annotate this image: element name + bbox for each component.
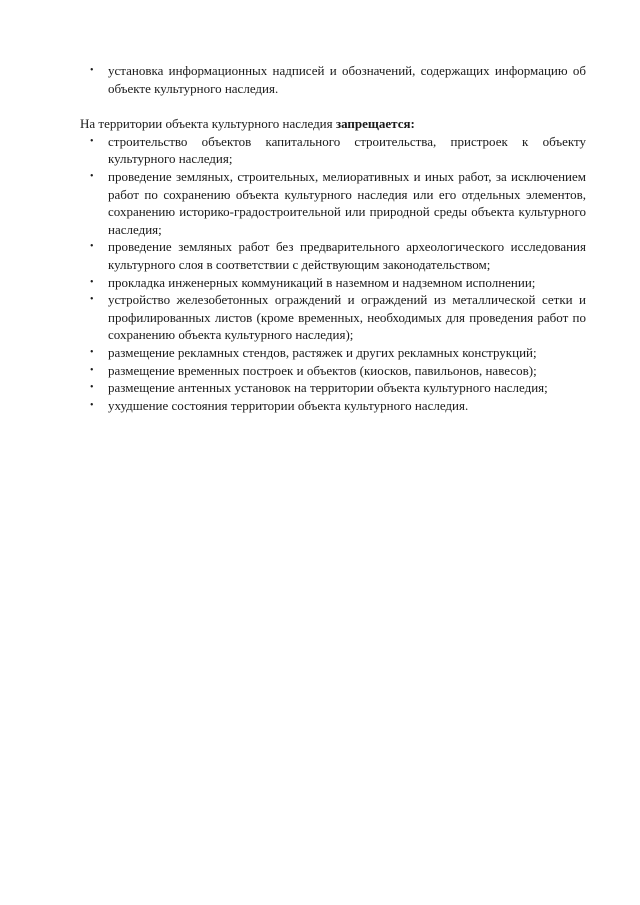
list-item-text: размещение антенных установок на территории объекта культурного наследия; bbox=[108, 380, 548, 396]
intro-bold-text: запрещается: bbox=[335, 116, 415, 132]
list-item bbox=[80, 379, 586, 397]
bullet-icon: • bbox=[90, 241, 94, 253]
list-item bbox=[80, 362, 586, 380]
document-page bbox=[80, 62, 586, 414]
prohibition-intro bbox=[80, 115, 586, 133]
list-item-text: строительство объектов капитального строительства, пристроек к объекту культурного наследия; bbox=[108, 133, 586, 167]
bullet-icon: • bbox=[90, 364, 94, 376]
bullet-icon: • bbox=[90, 346, 94, 358]
list-item bbox=[80, 133, 586, 168]
bullet-icon: • bbox=[90, 276, 94, 288]
bullet-icon: • bbox=[90, 170, 94, 182]
bullet-icon: • bbox=[90, 399, 94, 411]
list-item-text: прокладка инженерных коммуникаций в наземном и надземном исполнении; bbox=[108, 274, 536, 290]
bullet-icon: • bbox=[90, 135, 94, 147]
list-item bbox=[80, 274, 586, 292]
bullet-icon: • bbox=[90, 294, 94, 306]
list-item bbox=[80, 238, 586, 273]
list-item bbox=[80, 168, 586, 238]
bullet-icon: • bbox=[90, 382, 94, 394]
intro-text: На территории объекта культурного наследия bbox=[80, 116, 336, 132]
bullet-icon: • bbox=[90, 65, 94, 76]
list-item-text: установка информационных надписей и обозначений, содержащих информацию об объекте культурного наследия. bbox=[108, 63, 586, 96]
list-item-text: проведение земляных работ без предварительного археологического исследования культурного слоя в соответствии с действующим законодательством; bbox=[108, 239, 586, 272]
list-item-text: размещение рекламных стендов, растяжек и других рекламных конструкций; bbox=[108, 344, 537, 360]
list-item bbox=[80, 344, 586, 362]
list-item bbox=[80, 291, 586, 344]
list-item bbox=[80, 397, 586, 415]
top-bullet-list bbox=[80, 62, 586, 97]
list-item-text: ухудшение состояния территории объекта культурного наследия. bbox=[108, 397, 469, 413]
list-item-text: проведение земляных, строительных, мелиоративных и иных работ, за исключением работ по сохранению объекта культурного наследия или его отдельных элементов, сохранению историко-градостроительной или природной среды объекта культурного наследия; bbox=[108, 168, 586, 237]
list-item-text: устройство железобетонных ограждений и ограждений из металлической сетки и профилированных листов (кроме временных, необходимых для проведения работ по сохранению объекта культурного наследия); bbox=[108, 292, 586, 343]
list-item-text: размещение временных построек и объектов (киосков, павильонов, навесов); bbox=[108, 362, 537, 378]
prohibition-list bbox=[80, 133, 586, 415]
list-item bbox=[80, 62, 586, 97]
